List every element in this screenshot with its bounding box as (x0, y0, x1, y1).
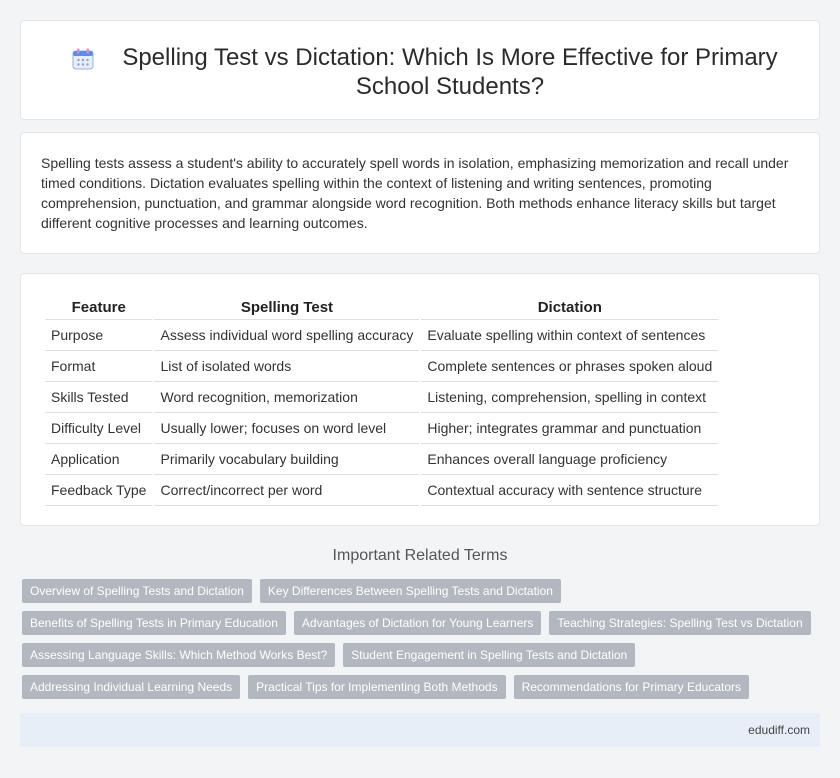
comparison-table-card (20, 273, 820, 526)
header-feature: Feature (45, 296, 152, 320)
table-cell: Complete sentences or phrases spoken aloud (421, 351, 718, 382)
table-cell: List of isolated words (154, 351, 419, 382)
related-term-link[interactable]: Advantages of Dictation for Young Learners (294, 611, 542, 635)
table-header-row (45, 296, 718, 320)
table-cell: Enhances overall language proficiency (421, 444, 718, 475)
intro-paragraph: Spelling tests assess a student's ability to accurately spell words in isolation, emphasizing memorization and recall under timed conditions. Dictation evaluates spelling within the context of listening and writing sentences, promoting comprehension, punctuation, and grammar alongside word recognition. Both methods enhance literacy skills but target different cognitive processes and learning outcomes. (41, 155, 789, 231)
table-cell: Listening, comprehension, spelling in context (421, 382, 718, 413)
table-row (45, 351, 718, 382)
calendar-icon (71, 47, 95, 71)
comparison-table (43, 296, 720, 506)
related-terms-title: Important Related Terms (332, 547, 508, 564)
header-dictation: Dictation (421, 296, 718, 320)
table-cell: Usually lower; focuses on word level (154, 413, 419, 444)
table-row (45, 444, 718, 475)
table-cell: Skills Tested (45, 382, 152, 413)
intro-card (20, 132, 820, 254)
table-cell: Feedback Type (45, 475, 152, 506)
footer (20, 713, 820, 747)
related-term-link[interactable]: Teaching Strategies: Spelling Test vs Dictation (549, 611, 810, 635)
title-card (20, 20, 820, 120)
related-term-link[interactable]: Benefits of Spelling Tests in Primary Education (22, 611, 286, 635)
table-cell: Assess individual word spelling accuracy (154, 320, 419, 351)
table-cell: Difficulty Level (45, 413, 152, 444)
table-cell: Evaluate spelling within context of sentences (421, 320, 718, 351)
table-cell: Application (45, 444, 152, 475)
table-cell: Word recognition, memorization (154, 382, 419, 413)
related-term-link[interactable]: Student Engagement in Spelling Tests and Dictation (343, 643, 635, 667)
table-row (45, 475, 718, 506)
related-term-link[interactable]: Key Differences Between Spelling Tests and Dictation (260, 579, 561, 603)
table-cell: Primarily vocabulary building (154, 444, 419, 475)
table-row (45, 382, 718, 413)
related-terms-list (22, 579, 818, 699)
related-term-link[interactable]: Overview of Spelling Tests and Dictation (22, 579, 252, 603)
table-cell: Format (45, 351, 152, 382)
table-row (45, 320, 718, 351)
table-cell: Contextual accuracy with sentence structure (421, 475, 718, 506)
table-cell: Correct/incorrect per word (154, 475, 419, 506)
page-title: Spelling Test vs Dictation: Which Is More Effective for Primary School Students? (122, 44, 778, 100)
header-spelling-test: Spelling Test (154, 296, 419, 320)
related-term-link[interactable]: Addressing Individual Learning Needs (22, 675, 240, 699)
table-cell: Purpose (45, 320, 152, 351)
related-term-link[interactable]: Assessing Language Skills: Which Method Works Best? (22, 643, 335, 667)
table-row (45, 413, 718, 444)
footer-site-link[interactable]: edudiff.com (748, 723, 810, 737)
related-term-link[interactable]: Practical Tips for Implementing Both Methods (248, 675, 505, 699)
related-term-link[interactable]: Recommendations for Primary Educators (514, 675, 749, 699)
table-cell: Higher; integrates grammar and punctuation (421, 413, 718, 444)
